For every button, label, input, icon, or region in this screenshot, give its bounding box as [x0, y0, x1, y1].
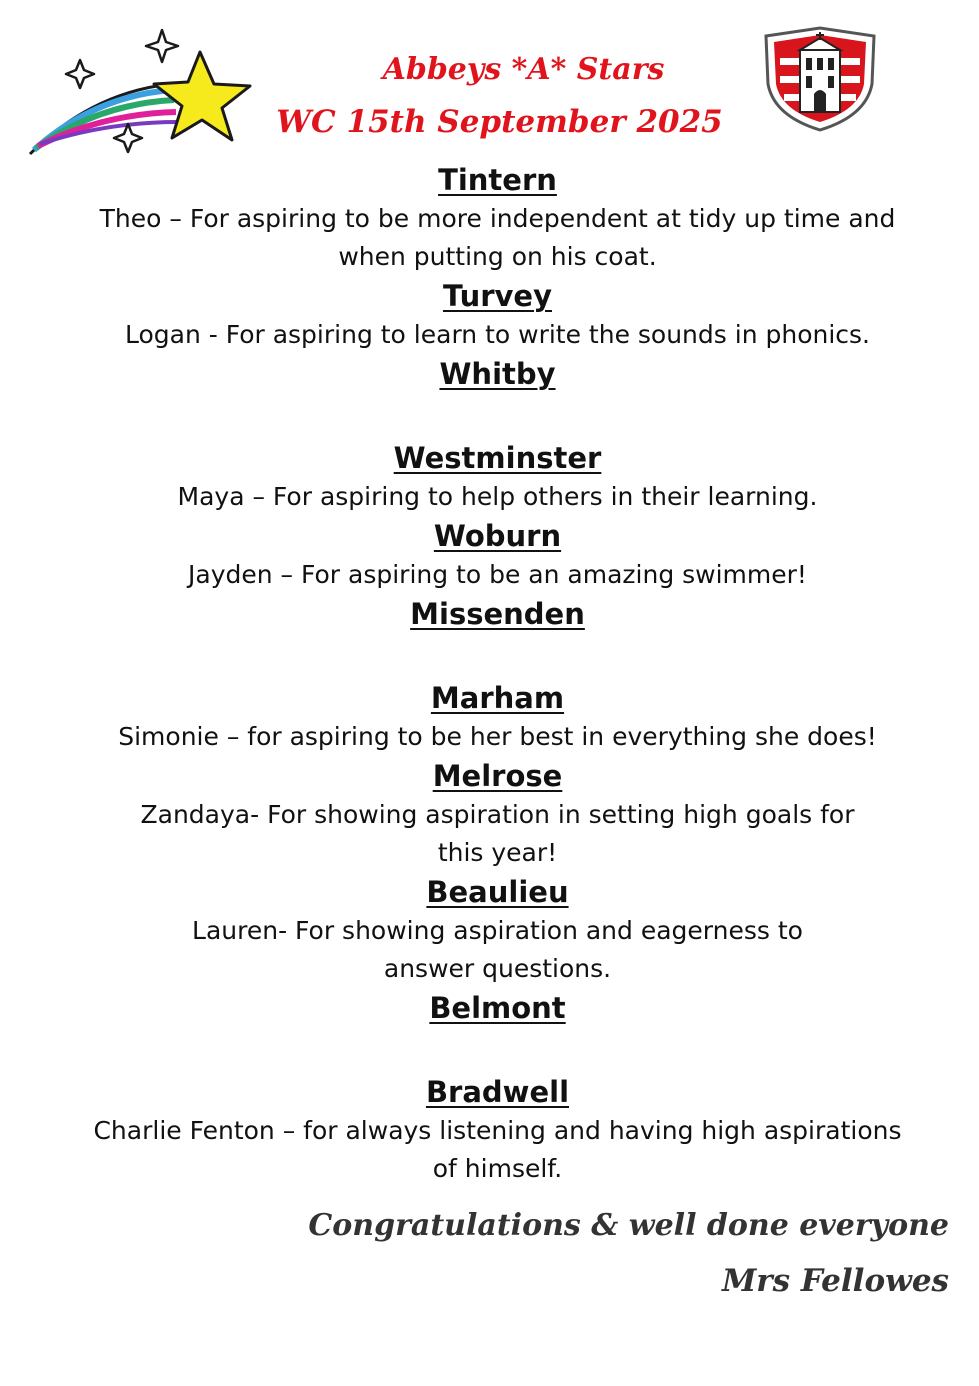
award-text-turvey: Logan - For aspiring to learn to write the sounds in phonics. [124, 320, 871, 349]
award-text-beaulieu-line-2: answer questions. [383, 954, 612, 983]
house-heading-melrose: Melrose [432, 759, 563, 793]
award-text-bradwell-line-2: of himself. [432, 1154, 563, 1183]
page-title: Abbeys *A* Stars [382, 52, 665, 87]
award-text-beaulieu-line-1: Lauren- For showing aspiration and eagerness to [192, 916, 803, 945]
award-text-melrose-line-2: this year! [437, 838, 558, 867]
house-heading-bradwell: Bradwell [425, 1075, 570, 1109]
house-heading-westminster: Westminster [393, 441, 602, 475]
house-heading-whitby: Whitby [439, 357, 556, 391]
house-heading-woburn: Woburn [433, 519, 562, 553]
page-header [0, 0, 979, 160]
award-text-marham: Simonie – for aspiring to be her best in everything she does! [118, 722, 877, 751]
award-text-tintern-line-2: when putting on his coat. [338, 242, 657, 271]
award-text-woburn: Jayden – For aspiring to be an amazing swimmer! [188, 560, 807, 589]
teacher-signature: Mrs Fellowes [721, 1263, 949, 1299]
house-heading-tintern: Tintern [438, 163, 557, 197]
empty-award-space [40, 394, 955, 438]
house-heading-missenden: Missenden [410, 597, 585, 631]
house-heading-marham: Marham [430, 681, 565, 715]
empty-award-space [40, 1028, 955, 1072]
award-text-bradwell-line-1: Charlie Fenton – for always listening and having high aspirations [93, 1116, 902, 1145]
award-text-melrose-line-1: Zandaya- For showing aspiration in setting high goals for [140, 800, 855, 829]
empty-award-space [40, 634, 955, 678]
house-heading-turvey: Turvey [442, 279, 553, 313]
award-text-westminster: Maya – For aspiring to help others in their learning. [177, 482, 818, 511]
school-crest-icon [756, 24, 884, 134]
shooting-star-icon [22, 22, 262, 162]
award-text-tintern-line-1: Theo – For aspiring to be more independent at tidy up time and [99, 204, 896, 233]
house-heading-beaulieu: Beaulieu [426, 875, 569, 909]
house-heading-belmont: Belmont [429, 991, 566, 1025]
congratulations-message: Congratulations & well done everyone [308, 1208, 949, 1243]
awards-list [40, 160, 955, 1188]
page-subtitle: WC 15th September 2025 [276, 104, 723, 140]
